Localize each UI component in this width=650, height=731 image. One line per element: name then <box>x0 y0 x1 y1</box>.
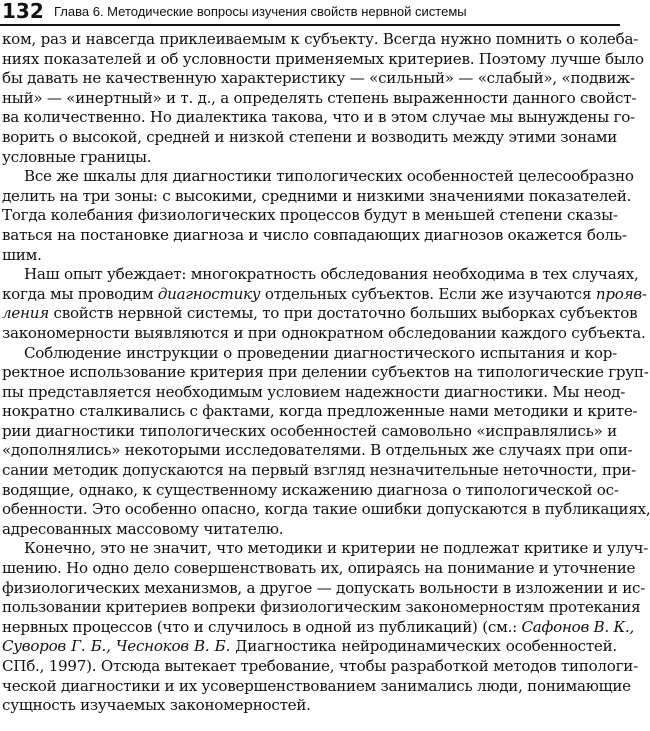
text-segment: ваться на постановке диагноза и число совпадающих диагнозов окажется боль- <box>2 225 627 244</box>
text-line <box>2 539 649 559</box>
text-segment: пы представляется необходимым условием надежности диагностики. Мы неод- <box>2 382 626 401</box>
text-segment: закономерности выявляются и при однократном обследовании каждого субъекта. <box>2 323 646 342</box>
text-line <box>2 500 650 520</box>
text-segment: ниях показателей и об условности применяемых критериев. Поэтому лучше было <box>2 49 644 68</box>
text-line <box>2 265 639 285</box>
text-segment: ком, раз и навсегда приклеиваемым к субъекту. Всегда нужно помнить о колеба- <box>2 30 639 48</box>
text-line <box>2 363 649 383</box>
running-head: Глава 6. Методические вопросы изучения свойств нервной системы <box>54 4 467 19</box>
text-line <box>2 461 636 481</box>
text-segment: ворить о высокой, средней и низкой степени и возводить между этими зонами <box>2 127 618 146</box>
text-line <box>2 30 639 50</box>
text-line <box>2 128 617 148</box>
text-line <box>2 88 637 109</box>
text-segment: «дополнялись» некоторыми исследователями. В отдельных же случаях при опи- <box>2 441 633 460</box>
italic-segment: Суворов Г. Б., Чесноков В. Б. <box>2 637 231 656</box>
text-line <box>2 344 617 364</box>
text-segment: Тогда колебания физиологических процессов будут в меньшей степени сказы- <box>2 206 618 225</box>
text-segment: обенности. Это особенно опасно, когда такие ошибки допускаются в публикациях, <box>2 500 650 519</box>
text-segment: рии диагностики типологических особенностей самовольно «исправлялись» и <box>2 421 617 440</box>
text-segment: шению. Но одно дело совершенствовать их, опираясь на понимание и уточнение <box>2 559 636 578</box>
text-line <box>2 481 617 501</box>
italic-segment: диагностику <box>157 284 261 303</box>
text-segment: условные границы. <box>2 147 152 166</box>
text-line <box>2 225 627 246</box>
text-line <box>2 598 641 618</box>
text-segment: нократно сталкивались с фактами, когда предложенные нами методики и крите- <box>2 402 638 421</box>
italic-segment: ления <box>2 304 49 323</box>
text-line <box>2 441 633 461</box>
text-line <box>2 520 617 540</box>
text-segment: ва количественно. Но диалектика такова, что и в этом случае мы вынуждены го- <box>2 108 635 127</box>
text-segment: адресованных массовому читателю. <box>2 519 284 538</box>
text-segment: Наш опыт убеждает: многократность обследования необходима в тех случаях, <box>24 265 639 284</box>
text-segment: свойств нервной системы, то при достаточно больших выборках субъектов <box>48 304 638 323</box>
text-line <box>2 637 617 657</box>
text-line <box>2 186 632 207</box>
text-line <box>2 167 634 187</box>
italic-segment: Сафонов В. К., <box>521 617 635 636</box>
text-line <box>2 323 646 344</box>
text-line <box>2 148 617 168</box>
text-segment: отдельных субъектов. Если же изучаются <box>260 284 596 303</box>
text-segment: Конечно, это не значит, что методики и критерии не подлежат критике и улуч- <box>24 539 649 558</box>
italic-segment: прояв- <box>595 284 647 303</box>
text-segment: нервных процессов (что и случилось в одной из публикаций) (см.: <box>2 617 522 636</box>
text-line <box>2 206 617 226</box>
text-segment: водящие, однако, к существенному искажению диагноза о типологической ос- <box>2 480 619 499</box>
text-line <box>2 284 647 305</box>
text-line <box>2 676 631 697</box>
text-line <box>2 657 638 677</box>
text-segment: физиологических механизмов, а другое — допускать вольности в изложении и ис- <box>2 578 646 597</box>
text-line <box>2 382 626 403</box>
page-header <box>0 0 620 26</box>
text-line <box>2 108 635 128</box>
text-segment: Соблюдение инструкции о проведении диагностического испытания и кор- <box>24 343 617 362</box>
page-number: 132 <box>2 0 44 23</box>
text-line <box>2 49 644 70</box>
text-line <box>2 69 635 89</box>
text-segment: СПб., 1997). Отсюда вытекает требование, чтобы разработкой методов типологи- <box>2 657 638 675</box>
text-line <box>2 402 638 422</box>
text-segment: пользовании критериев вопреки физиологическим закономерностям протекания <box>2 598 641 617</box>
text-line <box>2 422 617 442</box>
text-line <box>2 578 646 599</box>
text-segment: сущность изучаемых закономерностей. <box>2 696 311 715</box>
text-segment: делить на три зоны: с высокими, средними и низкими значениями показателей. <box>2 186 632 205</box>
text-segment: когда мы проводим <box>2 284 158 303</box>
text-segment: ческой диагностики и их усовершенствованием занимались люди, понимающие <box>2 676 631 695</box>
text-line <box>2 304 638 324</box>
text-line <box>2 617 635 638</box>
text-line <box>2 246 617 266</box>
text-segment: ректное использование критерия при делении субъектов на типологические груп- <box>2 363 649 382</box>
text-line <box>2 696 617 716</box>
text-line <box>2 559 636 579</box>
text-segment: Диагностика нейродинамических особенностей. <box>230 637 617 656</box>
text-segment: шим. <box>2 245 42 264</box>
text-segment: бы давать не качественную характеристику — «сильный» — «слабый», «подвиж- <box>2 69 635 88</box>
text-segment: сании методик допускаются на первый взгляд незначительные неточности, при- <box>2 461 636 480</box>
text-segment: Все же шкалы для диагностики типологических особенностей целесообразно <box>24 167 634 186</box>
body-text <box>2 30 650 716</box>
text-segment: ный» — «инертный» и т. д., а определять степень выраженности данного свойст- <box>2 88 637 107</box>
